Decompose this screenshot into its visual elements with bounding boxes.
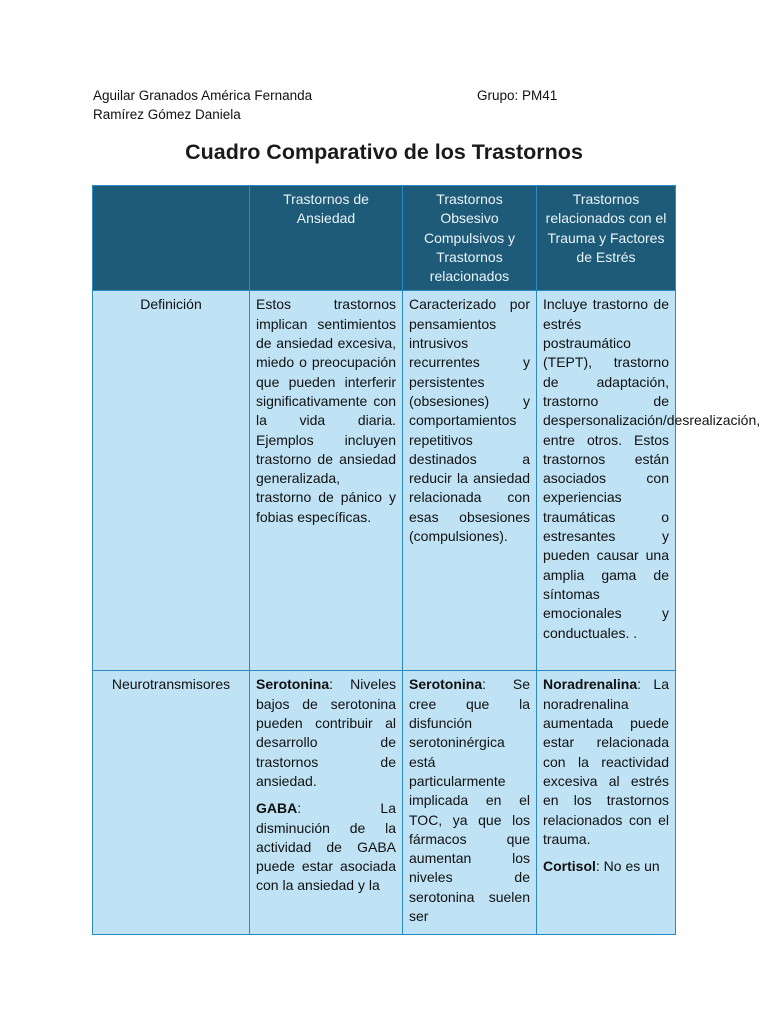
author-block — [93, 86, 312, 124]
neuro-trauma — [537, 671, 676, 935]
neuro-para — [256, 675, 396, 791]
definition-ocd: Caracterizado por pensamientos intrusivos recurrentes y persistentes (obsesiones) y comportamientos repetitivos destinados a reducir la ansiedad relacionada con esas obsesiones (compulsiones). — [403, 291, 537, 671]
table-row-neurotransmitters — [93, 671, 676, 935]
header-cell-empty — [93, 186, 250, 291]
neuro-term: Cortisol — [543, 858, 596, 875]
neuro-term: Noradrenalina — [543, 676, 638, 693]
row-label-neurotransmitters: Neurotransmisores — [93, 671, 250, 935]
comparison-table — [92, 185, 761, 935]
neuro-text: : Niveles bajos de serotonina pueden contribuir al desarrollo de trastornos de ansiedad. — [256, 676, 396, 789]
header-cell-trauma: Trastornos relacionados con el Trauma y Factores de Estrés — [537, 186, 676, 291]
neuro-term: Serotonina — [256, 676, 330, 693]
neuro-para — [409, 675, 530, 926]
header-cell-ocd: Trastornos Obsesivo Compulsivos y Trastornos relacionados — [403, 186, 537, 291]
neuro-text: : No es un — [595, 858, 660, 875]
author-line-2: Ramírez Gómez Daniela — [93, 107, 241, 122]
neuro-term: GABA — [256, 800, 298, 817]
neuro-text: : Se cree que la disfunción serotoninérgica está particularmente implicada en el TOC, ya que los fármacos que aumentan los niveles de serotonina suelen ser — [409, 676, 530, 925]
author-line-1: Aguilar Granados América Fernanda — [93, 88, 313, 103]
row-label-definition: Definición — [93, 291, 250, 671]
neuro-para — [543, 857, 669, 876]
header-cell-anxiety: Trastornos de Ansiedad — [250, 186, 403, 291]
neuro-text: : La disminución de la actividad de GABA puede estar asociada con la ansiedad y la — [256, 800, 396, 894]
neuro-anxiety — [250, 671, 403, 935]
definition-trauma: Incluye trastorno de estrés postraumático (TEPT), trastorno de adaptación, trastorno de despersonalización/desrealización, entre otros. Estos trastornos están asociados con experiencias traumáticas o estresantes y pueden causar una amplia gama de síntomas emocionales y conductuales. . — [537, 291, 676, 671]
neuro-term: Serotonina — [409, 676, 483, 693]
table-row-definition — [93, 291, 676, 671]
table-header-row — [93, 186, 676, 291]
neuro-ocd — [403, 671, 537, 935]
neuro-text: : La noradrenalina aumentada puede estar relacionada con la reactividad excesiva al estrés en los trastornos relacionados con el trauma. — [543, 676, 669, 847]
definition-anxiety: Estos trastornos implican sentimientos de ansiedad excesiva, miedo o preocupación que pueden interferir significativamente con la vida diaria. Ejemplos incluyen trastorno de ansiedad generalizada, trastorno de pánico y fobias específicas. — [250, 291, 403, 671]
neuro-para — [543, 675, 669, 849]
group-label: Grupo: PM41 — [477, 88, 558, 103]
document-title: Cuadro Comparativo de los Trastornos — [185, 140, 583, 164]
neuro-para — [256, 799, 396, 895]
